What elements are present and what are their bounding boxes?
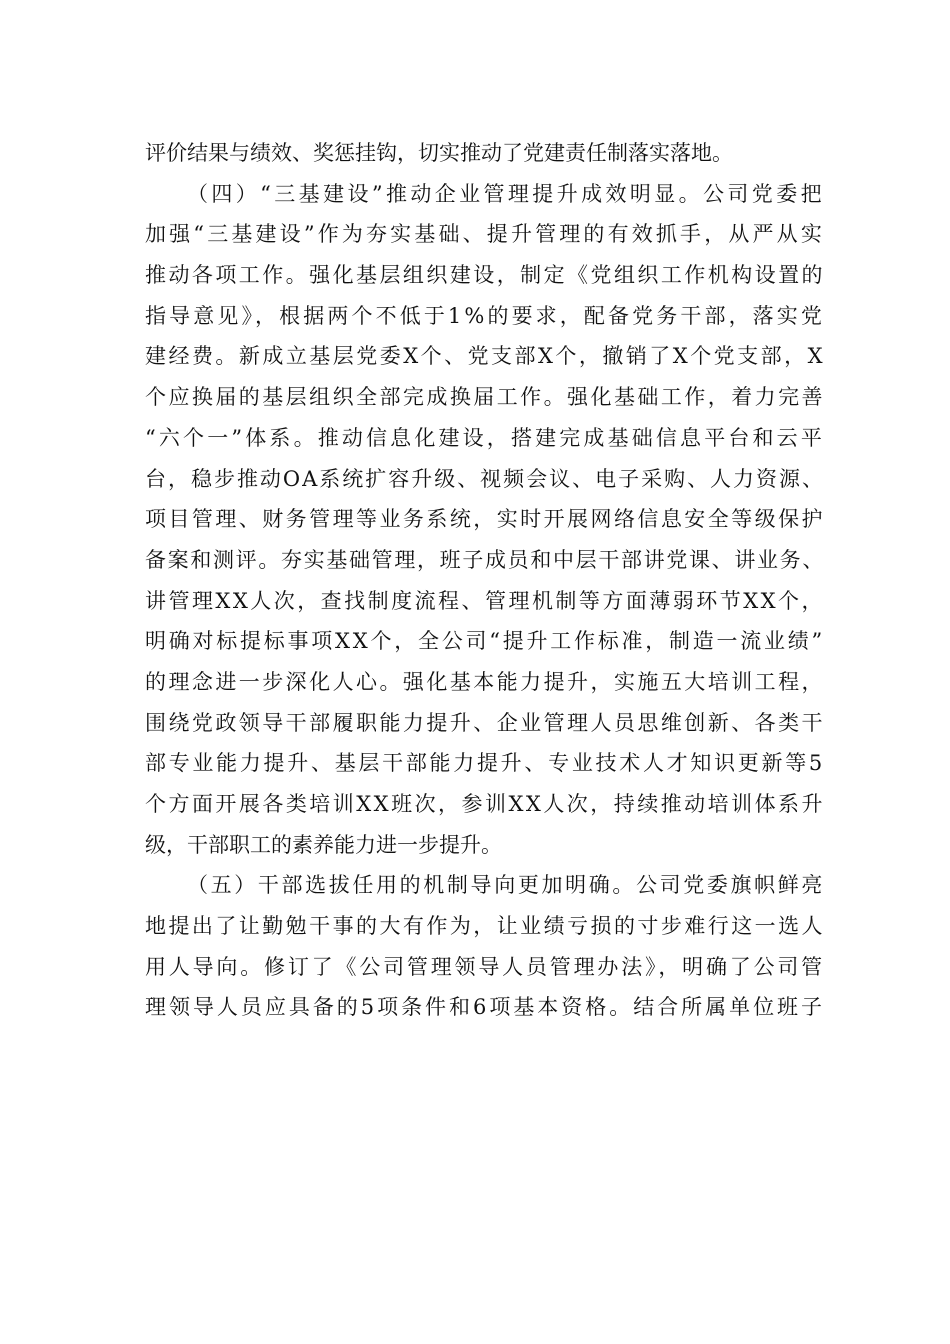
section-heading-line: （五）干部选拔任用的机制导向更加明确。公司党委旗帜鲜亮 xyxy=(187,873,826,898)
text-line: 加强“三基建设”作为夯实基础、提升管理的有效抓手，从严从实 xyxy=(145,222,825,247)
text-line: 部专业能力提升、基层干部能力提升、专业技术人才知识更新等5 xyxy=(145,751,826,776)
text-line: 个应换届的基层组织全部完成换届工作。强化基础工作，着力完善 xyxy=(145,385,825,410)
text-line: 备案和测评。夯实基础管理，班子成员和中层干部讲党课、讲业务、 xyxy=(145,547,826,572)
text-line: 讲管理XX人次，查找制度流程、管理机制等方面薄弱环节XX个， xyxy=(145,588,825,613)
text-line: 级，干部职工的素养能力进一步提升。 xyxy=(145,832,502,857)
body-text xyxy=(145,133,825,1028)
text-line: 的理念进一步深化人心。强化基本能力提升，实施五大培训工程， xyxy=(145,669,825,694)
text-line: 明确对标提标事项XX个，全公司“提升工作标准，制造一流业绩” xyxy=(145,629,825,654)
text-line: 围绕党政领导干部履职能力提升、企业管理人员思维创新、各类干 xyxy=(145,710,825,735)
text-line: 建经费。新成立基层党委X个、党支部X个，撤销了X个党支部，X xyxy=(145,344,825,369)
text-line: 指导意见》，根据两个不低于1%的要求，配备党务干部，落实党 xyxy=(145,303,826,328)
section-heading-line: （四）“三基建设”推动企业管理提升成效明显。公司党委把 xyxy=(187,181,825,206)
text-line: 个方面开展各类培训XX班次，参训XX人次，持续推动培训体系升 xyxy=(145,792,825,816)
text-line: “六个一”体系。推动信息化建设，搭建完成基础信息平台和云平 xyxy=(145,425,825,450)
text-line: 理领导人员应具备的5项条件和6项基本资格。结合所属单位班子 xyxy=(145,995,825,1020)
text-line: 地提出了让勤勉干事的大有作为，让业绩亏损的寸步难行这一选人 xyxy=(145,914,825,939)
text-line: 用人导向。修订了《公司管理领导人员管理办法》，明确了公司管 xyxy=(145,954,825,979)
text-line: 台，稳步推动OA系统扩容升级、视频会议、电子采购、人力资源、 xyxy=(145,466,825,491)
text-line: 评价结果与绩效、奖惩挂钩，切实推动了党建责任制落实落地。 xyxy=(145,141,733,165)
text-line: 项目管理、财务管理等业务系统，实时开展网络信息安全等级保护 xyxy=(145,507,825,532)
text-line: 推动各项工作。强化基层组织建设，制定《党组织工作机构设置的 xyxy=(145,263,825,288)
